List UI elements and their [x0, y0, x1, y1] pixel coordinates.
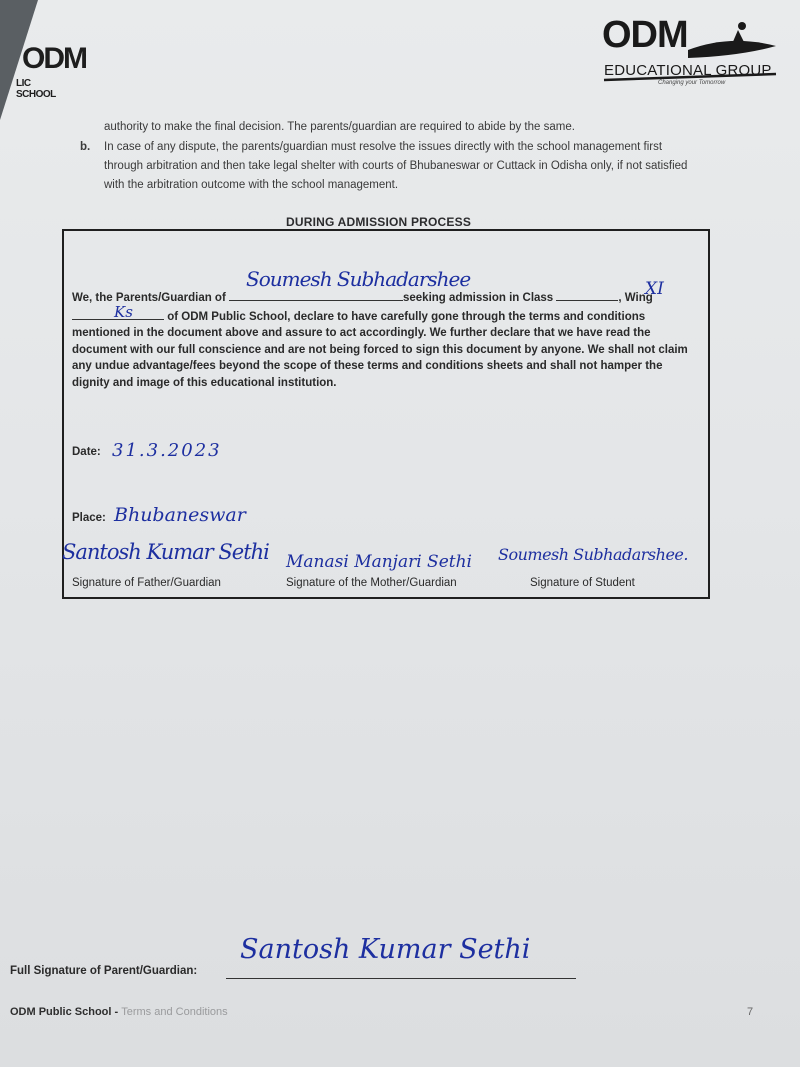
group-logo-subtext: EDUCATIONAL GROUP [604, 62, 772, 79]
handwritten-wing: Ks [114, 303, 133, 321]
school-logo-subtext: LIC SCHOOL [16, 78, 56, 100]
father-signature-caption: Signature of Father/Guardian [72, 577, 221, 589]
full-signature-line[interactable] [226, 978, 576, 979]
clause-b-letter: b. [80, 141, 91, 153]
mother-signature-caption: Signature of the Mother/Guardian [286, 577, 457, 589]
declaration-part-2: seeking admission in Class [403, 292, 557, 304]
handwritten-class: XI [645, 279, 664, 299]
school-logo-text: ODM [22, 42, 86, 75]
mother-signature: Manasi Manjari Sethi [286, 552, 472, 572]
school-logo [14, 40, 86, 100]
clause-b [80, 138, 704, 195]
group-logo-text: ODM [602, 14, 688, 56]
declaration-part-1: We, the Parents/Guardian of [72, 292, 229, 304]
handwritten-date[interactable]: 31.3.2023 [112, 440, 222, 461]
father-signature: Santosh Kumar Sethi [62, 540, 269, 564]
date-label: Date: [72, 446, 101, 458]
group-logo-tagline: Changing your Tomorrow [658, 80, 726, 86]
student-signature-caption: Signature of Student [530, 577, 635, 589]
footer-school: ODM Public School [10, 1006, 112, 1018]
footer-doc-title: Terms and Conditions [121, 1006, 228, 1018]
full-signature-label: Full Signature of Parent/Guardian: [10, 965, 198, 977]
declaration-part-4: of ODM Public School, declare to have carefully gone through the terms and conditions mentioned in the document above and assure to act accordingly. We further declare that we have read the document with our full conscience and are not being forced to sign this document by anyone. We shall not claim any undue advantage/fees beyond the scope of these terms and conditions sheets and shall not hamper the dignity and image of this educational institution. [72, 310, 688, 389]
page-footer [10, 1006, 228, 1018]
clause-a-tail: authority to make the final decision. The parents/guardian are required to abide by the same. [104, 121, 575, 133]
student-signature: Soumesh Subhadarshee. [498, 545, 688, 564]
handwritten-place[interactable]: Bhubaneswar [114, 504, 246, 526]
full-signature: Santosh Kumar Sethi [240, 934, 531, 965]
place-label: Place: [72, 512, 106, 524]
group-logo [600, 12, 782, 88]
section-title: DURING ADMISSION PROCESS [286, 215, 472, 229]
handwritten-student-name: Soumesh Subhadarshee [246, 267, 471, 291]
declaration-text: We, the Parents/Guardian of seeking admission in Class , Wing of ODM Public School, declare to have carefully gone through the terms and conditions mentioned in the document above and assure to act accordingly. We further declare that we have read the document with our full conscience and are not being forced to sign this document by anyone. We shall not claim any undue advantage/fees beyond the scope of these terms and conditions sheets and shall not hamper the dignity and image of this educational institution. [72, 288, 700, 391]
page-number: 7 [747, 1006, 754, 1018]
footer-separator: - [111, 1006, 122, 1018]
declaration-part-3: Wing [624, 292, 653, 304]
clause-b-text: In case of any dispute, the parents/guardian must resolve the issues directly with the school management first through arbitration and then take legal shelter with courts of Bhubaneswar or Cuttack in Odisha only, if not satisfied with the arbitration outcome with the school management. [104, 141, 688, 191]
class-field[interactable] [556, 288, 618, 301]
